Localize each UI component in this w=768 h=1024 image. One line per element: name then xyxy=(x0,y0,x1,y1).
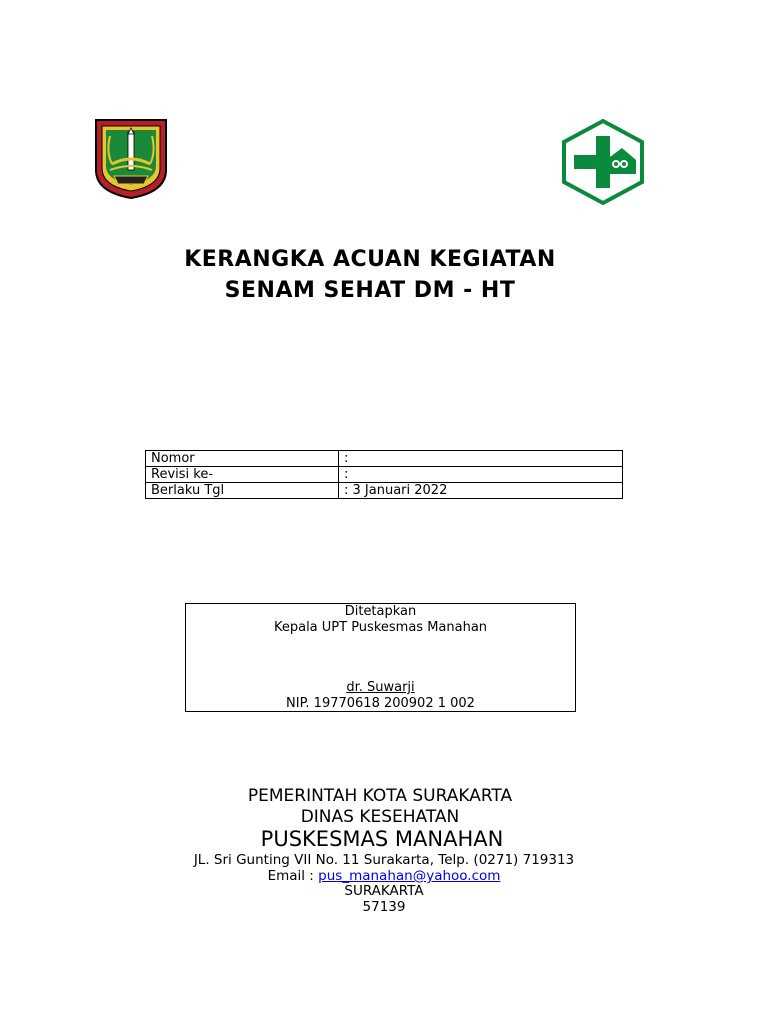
signature-box xyxy=(185,603,576,712)
footer-city: SURAKARTA xyxy=(344,883,424,899)
info-value-berlaku: : 3 Januari 2022 xyxy=(339,483,623,499)
signature-established: Ditetapkan xyxy=(344,604,417,619)
email-link[interactable]: pus_manahan@yahoo.com xyxy=(318,868,501,884)
table-row xyxy=(146,451,623,467)
footer-email-label: Email : xyxy=(267,868,319,884)
info-value-nomor: : xyxy=(339,451,623,467)
footer-address: JL. Sri Gunting VII No. 11 Surakarta, Telp. (0271) 719313 xyxy=(193,852,575,868)
info-label-revisi: Revisi ke- xyxy=(146,467,339,483)
document-title-line1: KERANGKA ACUAN KEGIATAN xyxy=(184,247,556,272)
signature-position: Kepala UPT Puskesmas Manahan xyxy=(273,620,488,635)
footer-institution: PUSKESMAS MANAHAN xyxy=(260,827,504,851)
surakarta-emblem-icon xyxy=(94,118,168,200)
footer-department: DINAS KESEHATAN xyxy=(300,807,460,827)
document-info-table xyxy=(145,450,623,499)
footer-email-line xyxy=(0,868,768,884)
footer-postal-code: 57139 xyxy=(362,899,406,915)
document-title-line2: SENAM SEHAT DM - HT xyxy=(224,278,516,303)
signature-space xyxy=(186,636,575,680)
table-row xyxy=(146,483,623,499)
puskesmas-emblem-icon xyxy=(560,118,646,206)
footer-government: PEMERINTAH KOTA SURAKARTA xyxy=(247,786,513,806)
signature-nip: NIP. 19770618 200902 1 002 xyxy=(286,696,475,711)
signature-name: dr. Suwarji xyxy=(346,680,415,695)
info-label-nomor: Nomor xyxy=(146,451,339,467)
table-row xyxy=(146,467,623,483)
info-value-revisi: : xyxy=(339,467,623,483)
info-label-berlaku: Berlaku Tgl xyxy=(146,483,339,499)
